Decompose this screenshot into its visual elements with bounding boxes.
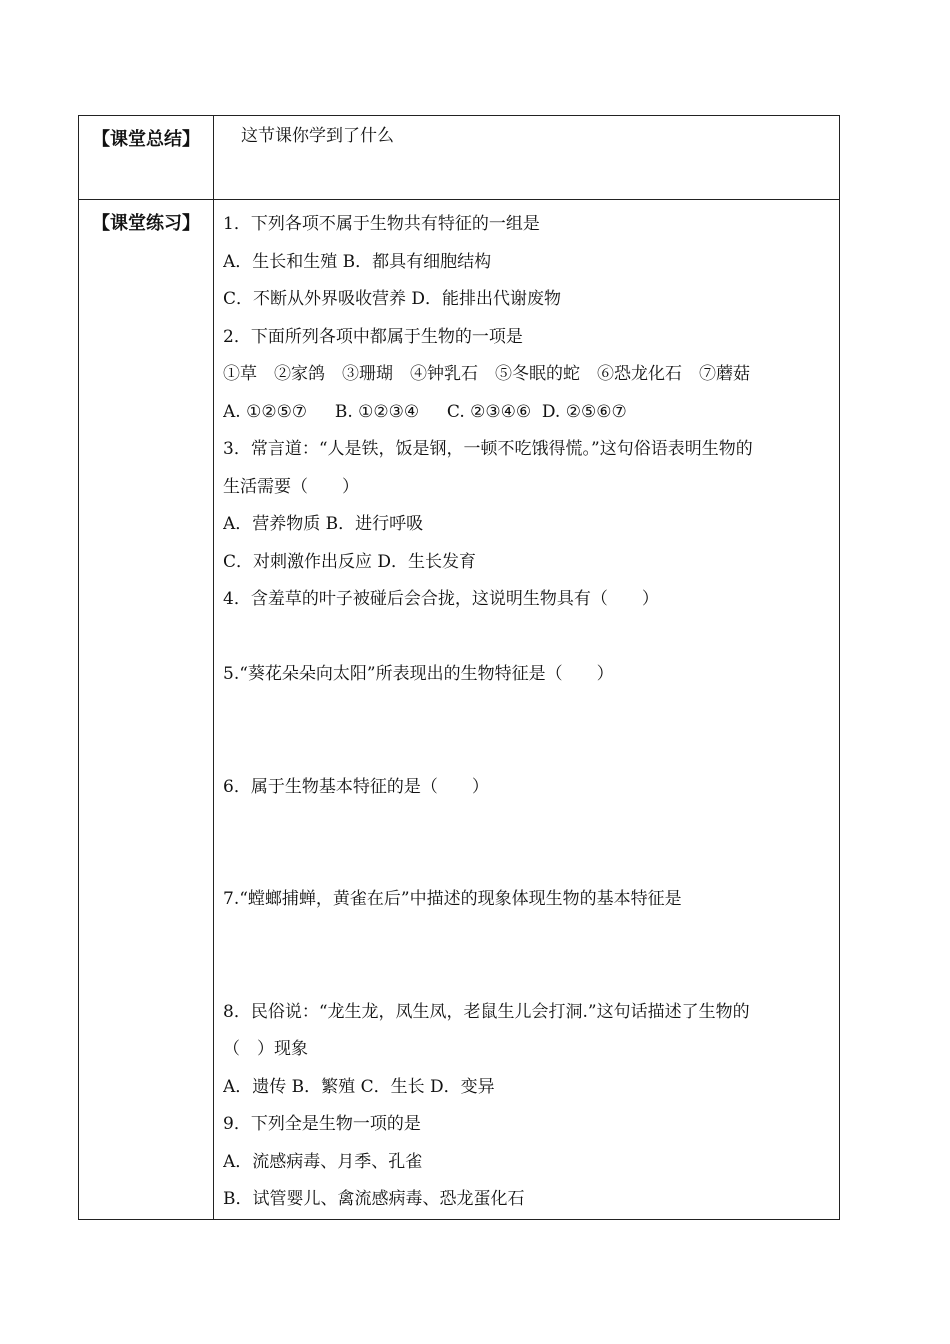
summary-label: 【课堂总结】 [79, 116, 214, 200]
question-line: ①草 ②家鸽 ③珊瑚 ④钟乳石 ⑤冬眠的蛇 ⑥恐龙化石 ⑦蘑菇 [223, 364, 750, 384]
question-line: 生活需要（ ） [223, 476, 359, 497]
practice-label: 【课堂练习】 [79, 200, 214, 1220]
summary-row [79, 116, 840, 200]
question-line: 1．下列各项不属于生物共有特征的一组是 [223, 214, 540, 234]
practice-row [79, 200, 840, 1220]
worksheet-table [78, 115, 840, 1220]
question-line: 8．民俗说：“龙生龙，凤生凤，老鼠生儿会打洞.”这句话描述了生物的 [223, 1001, 750, 1022]
question-line: 6．属于生物基本特征的是（ ） [223, 776, 489, 797]
summary-text: 这节课你学到了什么 [214, 116, 840, 200]
q7-options-row [223, 919, 839, 957]
question-line: 7.“螳螂捕蝉，黄雀在后”中描述的现象体现生物的基本特征是 [223, 889, 682, 909]
q6-options-row [223, 806, 839, 844]
question-line: 2．下面所列各项中都属于生物的一项是 [223, 326, 523, 347]
practice-content [214, 200, 840, 1220]
question-line: 4．含羞草的叶子被碰后会合拢，这说明生物具有（ ） [223, 589, 659, 609]
question-line: 5.“葵花朵朵向太阳”所表现出的生物特征是（ ） [223, 664, 614, 684]
question-line: A．营养物质 B．进行呼吸 [223, 514, 424, 534]
question-line: 3．常言道：“人是铁，饭是钢，一顿不吃饿得慌。”这句俗语表明生物的 [223, 439, 753, 459]
question-line: （ ）现象 [223, 1039, 308, 1059]
q5-options-row [223, 731, 839, 769]
question-line: B．试管婴儿、禽流感病毒、恐龙蛋化石 [223, 1189, 525, 1209]
question-line: C．对刺激作出反应 D．生长发育 [223, 551, 477, 572]
question-line: A．生长和生殖 B．都具有细胞结构 [223, 251, 492, 272]
question-line: C．不断从外界吸收营养 D．能排出代谢废物 [223, 289, 562, 309]
question-line: A. ①②⑤⑦ B. ①②③④ C. ②③④⑥ D. ②⑤⑥⑦ [223, 401, 627, 422]
question-line: 9．下列全是生物一项的是 [223, 1114, 421, 1134]
q4-options [223, 619, 839, 657]
q6-options-row [223, 844, 839, 882]
question-line: A．流感病毒、月季、孔雀 [223, 1151, 423, 1172]
q7-options-row [223, 956, 839, 994]
question-line: A．遗传 B．繁殖 C．生长 D．变异 [223, 1076, 495, 1097]
q5-options-row [223, 694, 839, 732]
